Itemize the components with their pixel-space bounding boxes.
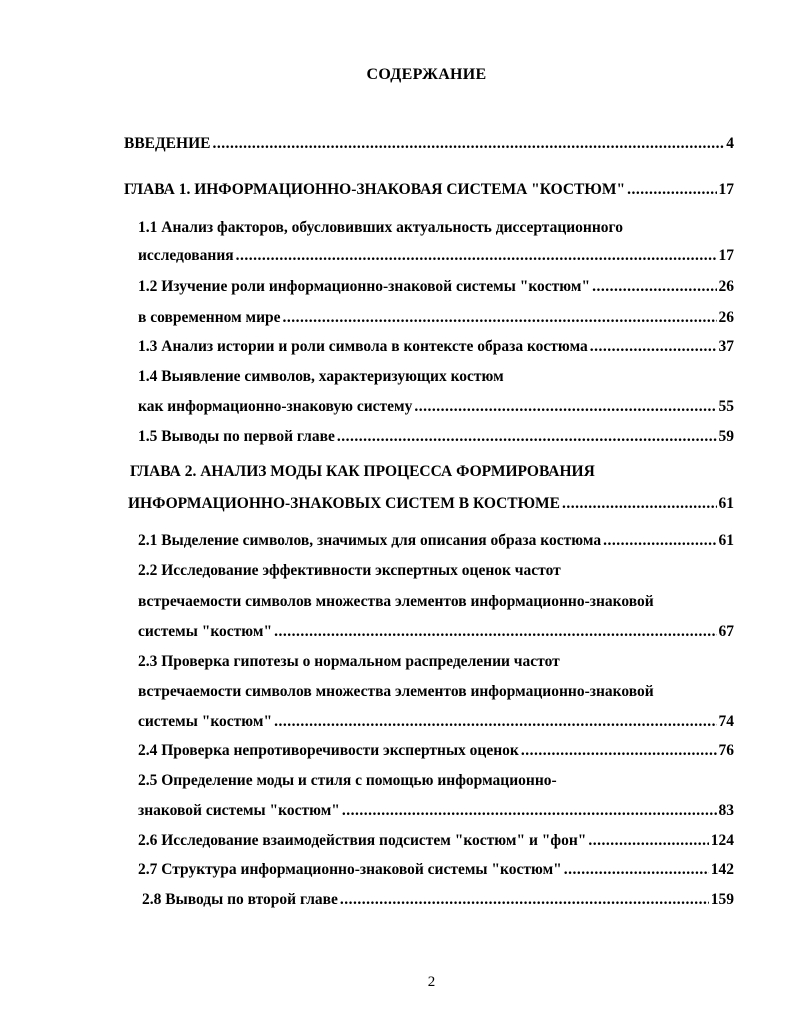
toc-entry-2-3-line2: встречаемости символов множества элементов информационно-знаковой [138, 683, 654, 700]
dot-leader [236, 246, 717, 266]
toc-entry-title: 1.3 Анализ истории и роли символа в контексте образа костюма [138, 338, 588, 355]
toc-entry-1-2-cont[interactable] [138, 308, 734, 328]
toc-entry-1-4-line1: 1.4 Выявление символов, характеризующих костюм [138, 368, 504, 385]
toc-entry-title: 1.2 Изучение роли информационно-знаковой системы "костюм" [138, 278, 591, 295]
toc-entry-page: 26 [718, 278, 734, 295]
toc-entry-title: 1.5 Выводы по первой главе [138, 428, 335, 445]
dot-leader [283, 308, 717, 328]
toc-entry-page: 142 [710, 861, 734, 878]
toc-entry-1-4[interactable] [138, 397, 734, 417]
toc-entry-title: как информационно-знаковую систему [138, 398, 413, 415]
toc-entry-title: 2.6 Исследование взаимодействия подсистем "костюм" и "фон" [138, 832, 587, 849]
toc-entry-title: ГЛАВА 1. ИНФОРМАЦИОННО-ЗНАКОВАЯ СИСТЕМА "КОСТЮМ" [124, 181, 626, 198]
toc-entry-page: 17 [718, 247, 734, 264]
toc-entry-2-5[interactable] [138, 801, 734, 821]
toc-entry-page: 159 [710, 891, 734, 908]
toc-entry-1-3[interactable] [138, 337, 734, 357]
dot-leader [590, 337, 717, 357]
dot-leader [340, 890, 709, 910]
page-number: 2 [427, 974, 436, 990]
toc-entry-title: ВВЕДЕНИЕ [124, 135, 211, 152]
dot-leader [337, 427, 717, 447]
toc-entry-page: 17 [718, 181, 734, 198]
page-title: СОДЕРЖАНИЕ [366, 66, 487, 83]
dot-leader [588, 831, 708, 851]
toc-entry-2-5-line1: 2.5 Определение моды и стиля с помощью информационно- [138, 772, 557, 789]
toc-entry-title: системы "костюм" [138, 623, 273, 640]
toc-entry-chapter-1[interactable] [124, 180, 734, 200]
toc-entry-1-1[interactable] [138, 246, 734, 266]
dot-leader [592, 277, 716, 297]
dot-leader [212, 134, 724, 154]
dot-leader [342, 801, 717, 821]
dot-leader [603, 531, 716, 551]
dot-leader [274, 622, 716, 642]
dot-leader [274, 712, 716, 732]
toc-entry-chapter-2-line1: ГЛАВА 2. АНАЛИЗ МОДЫ КАК ПРОЦЕССА ФОРМИРОВАНИЯ [130, 463, 595, 480]
toc-entry-page: 26 [718, 309, 734, 326]
toc-entry-title: исследования [138, 247, 234, 264]
dot-leader [627, 180, 716, 200]
toc-entry-2-2-line2: встречаемости символов множества элементов информационно-знаковой [138, 593, 654, 610]
toc-entry-page: 67 [718, 623, 734, 640]
toc-entry-2-2[interactable] [138, 622, 734, 642]
toc-entry-2-7[interactable] [138, 860, 734, 880]
toc-entry-title: 2.1 Выделение символов, значимых для описания образа костюма [138, 532, 602, 549]
toc-entry-introduction[interactable] [124, 134, 734, 154]
dot-leader [521, 741, 717, 761]
toc-entry-page: 124 [710, 832, 734, 849]
toc-entry-2-4[interactable] [138, 741, 734, 761]
dot-leader [564, 860, 709, 880]
toc-entry-title: знаковой системы "костюм" [138, 802, 340, 819]
toc-entry-title: ИНФОРМАЦИОННО-ЗНАКОВЫХ СИСТЕМ В КОСТЮМЕ [128, 495, 561, 512]
toc-entry-title-line: 1.1 Анализ факторов, обусловивших актуальность диссертационного [138, 219, 623, 236]
toc-entry-title: в современном мире [138, 309, 281, 326]
toc-entry-2-3[interactable] [138, 712, 734, 732]
toc-entry-page: 4 [726, 135, 734, 152]
toc-entry-2-6[interactable] [138, 831, 734, 851]
toc-entry-title: 2.4 Проверка непротиворечивости экспертных оценок [138, 742, 519, 759]
toc-entry-page: 61 [718, 495, 734, 512]
toc-entry-2-1[interactable] [138, 531, 734, 551]
toc-entry-chapter-2[interactable] [128, 494, 734, 514]
dot-leader [562, 494, 716, 514]
toc-entry-page: 55 [718, 398, 734, 415]
toc-entry-page: 59 [718, 428, 734, 445]
toc-entry-1-5[interactable] [138, 427, 734, 447]
toc-entry-title: 2.8 Выводы по второй главе [142, 891, 338, 908]
toc-entry-2-8[interactable] [142, 890, 734, 910]
toc-entry-page: 37 [718, 338, 734, 355]
toc-entry-page: 74 [718, 713, 734, 730]
toc-entry-page: 76 [718, 742, 734, 759]
toc-entry-page: 61 [718, 532, 734, 549]
toc-entry-title: системы "костюм" [138, 713, 273, 730]
toc-entry-page: 83 [718, 802, 734, 819]
toc-entry-title: 2.7 Структура информационно-знаковой системы "костюм" [138, 861, 562, 878]
dot-leader [414, 397, 716, 417]
toc-entry-2-2-line1: 2.2 Исследование эффективности экспертных оценок частот [138, 562, 561, 579]
toc-entry-2-3-line1: 2.3 Проверка гипотезы о нормальном распределении частот [138, 653, 560, 670]
toc-entry-1-1-line1 [138, 218, 734, 238]
toc-entry-1-2[interactable] [138, 277, 734, 297]
